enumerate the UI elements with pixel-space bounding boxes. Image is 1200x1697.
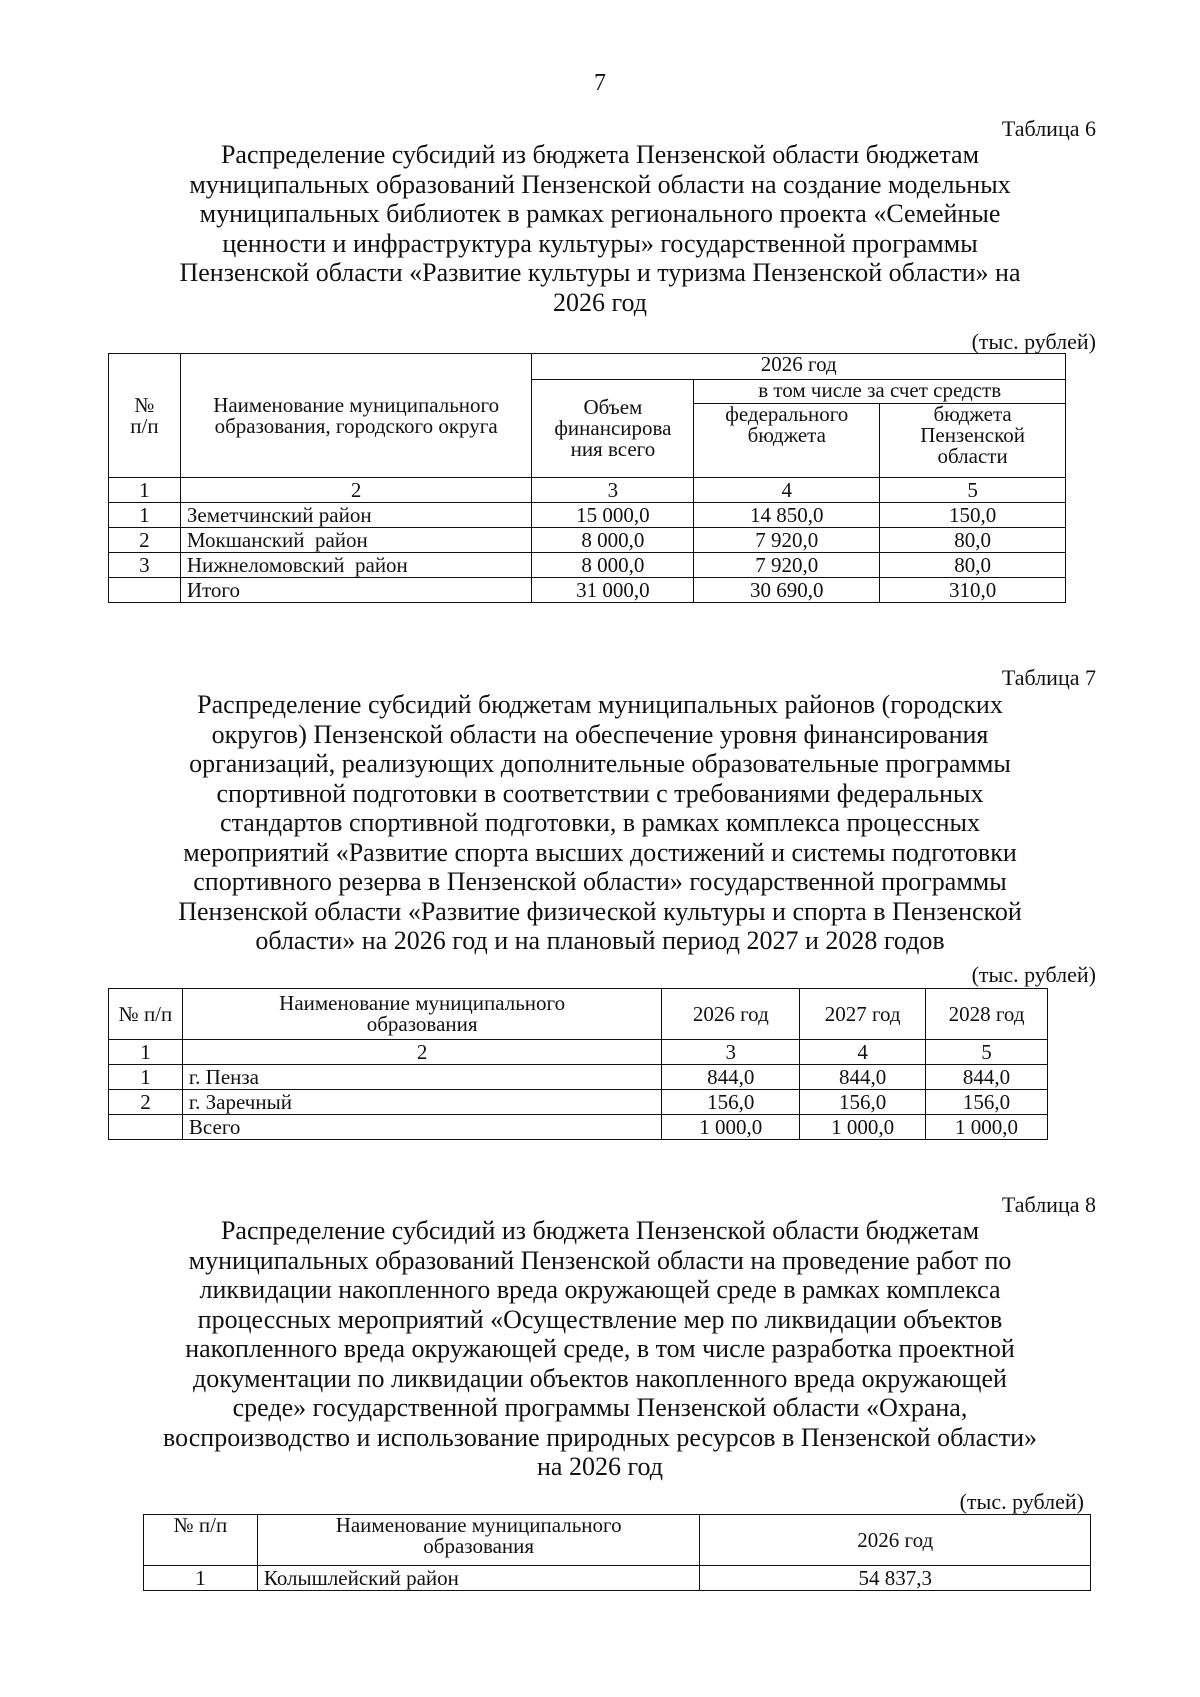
table-row-total (109, 1115, 1048, 1140)
title-line: стандартов спортивной подготовки, в рамках комплекса процессных (220, 808, 980, 837)
title-line: процессных мероприятий «Осуществление мер по ликвидации объектов (197, 1304, 1003, 1334)
cell-name: Колышлейский район (257, 1566, 700, 1591)
header-name: Наименование муниципального образования (182, 989, 661, 1040)
title-line: муниципальных образований Пензенской области на создание модельных (189, 169, 1011, 199)
cell-num: 1 (109, 1065, 183, 1090)
cell-name: г. Пенза (182, 1065, 661, 1090)
cell-name: г. Заречный (182, 1090, 661, 1115)
table-row (109, 1090, 1048, 1115)
col-number: 3 (662, 1040, 800, 1065)
cell-fed: 14 850,0 (694, 503, 880, 528)
cell-name: Земетчинский район (180, 503, 532, 528)
table-row-total (109, 578, 1066, 603)
col-number: 5 (880, 478, 1066, 503)
col-number: 4 (800, 1040, 926, 1065)
cell-num (109, 578, 181, 603)
header-reg: бюджета Пензенской области (880, 404, 1066, 478)
page-number: 7 (594, 70, 606, 96)
cell-2027: 844,0 (800, 1065, 926, 1090)
title-line: накопленного вреда окружающей среде, в том числе разработка проектной (185, 1334, 1015, 1363)
table8-caption: Таблица 8 (1001, 1192, 1096, 1217)
cell-fed: 7 920,0 (694, 553, 880, 578)
cell-total: 15 000,0 (532, 503, 694, 528)
table-row (109, 503, 1066, 528)
table-row (109, 528, 1066, 553)
table7-title (120, 690, 1080, 956)
header-2028: 2028 год (926, 989, 1048, 1040)
title-line: ценности и инфраструктура культуры» государственной программы (222, 228, 978, 258)
cell-2027: 1 000,0 (800, 1115, 926, 1140)
table7-caption: Таблица 7 (1001, 665, 1096, 690)
title-line: спортивной подготовки в соответствии с требованиями федеральных (216, 778, 984, 808)
table-row (144, 1566, 1091, 1591)
table8-unit: (тыс. рублей) (959, 1489, 1084, 1514)
cell-num: 2 (109, 528, 181, 553)
cell-num: 1 (144, 1566, 258, 1591)
title-line: среде» государственной программы Пензенской области «Охрана, (232, 1393, 968, 1422)
title-line: области» на 2026 год и на плановый период 2027 и 2028 годов (255, 926, 945, 955)
title-line: Распределение субсидий бюджетам муниципальных районов (городских (197, 690, 1003, 719)
cell-reg: 80,0 (880, 528, 1066, 553)
title-line: организаций, реализующих дополнительные образовательные программы (189, 749, 1011, 778)
cell-num: 2 (109, 1090, 183, 1115)
title-line: ликвидации накопленного вреда окружающей среде в рамках комплекса (199, 1275, 1001, 1304)
table6-caption: Таблица 6 (1001, 116, 1096, 141)
cell-reg: 310,0 (880, 578, 1066, 603)
cell-2026: 844,0 (662, 1065, 800, 1090)
cell-name: Нижнеломовский район (180, 553, 532, 578)
title-line: спортивного резерва в Пензенской области» государственной программы (193, 867, 1007, 896)
cell-total: 8 000,0 (532, 553, 694, 578)
title-line: Пензенской области «Развитие физической культуры и спорта в Пензенской (178, 896, 1022, 926)
title-line: Пензенской области «Развитие культуры и туризма Пензенской области» на (179, 258, 1021, 287)
cell-num: 3 (109, 553, 181, 578)
title-line: округов) Пензенской области на обеспечение уровня финансирования (211, 719, 989, 749)
table6-title (120, 140, 1080, 317)
cell-2026: 1 000,0 (662, 1115, 800, 1140)
cell-name: Всего (182, 1115, 661, 1140)
header-total: Объем финансирова ния всего (532, 380, 694, 478)
title-line: Распределение субсидий из бюджета Пензенской области бюджетам (220, 140, 980, 169)
cell-2027: 156,0 (800, 1090, 926, 1115)
header-2026: 2026 год (700, 1515, 1091, 1566)
col-number-row (109, 478, 1066, 503)
table8-title (120, 1216, 1080, 1482)
col-number: 2 (182, 1040, 661, 1065)
cell-2028: 1 000,0 (926, 1115, 1048, 1140)
cell-2026: 54 837,3 (700, 1566, 1091, 1591)
table-row (109, 1065, 1048, 1090)
cell-reg: 80,0 (880, 553, 1066, 578)
header-name: Наименование муниципального образования (257, 1515, 700, 1566)
title-line: на 2026 год (537, 1452, 663, 1481)
table-row (109, 553, 1066, 578)
title-line: воспроизводство и использование природных ресурсов в Пензенской области» (163, 1422, 1037, 1452)
title-line: муниципальных образований Пензенской области на проведение работ по (188, 1245, 1012, 1275)
col-number: 5 (926, 1040, 1048, 1065)
title-line: муниципальных библиотек в рамках регионального проекта «Семейные (199, 199, 1001, 228)
cell-name: Мокшанский район (180, 528, 532, 553)
header-num: № п/п (109, 989, 183, 1040)
title-line: мероприятий «Развитие спорта высших достижений и системы подготовки (183, 837, 1017, 867)
title-line: Распределение субсидий из бюджета Пензенской области бюджетам (220, 1216, 980, 1245)
col-number: 3 (532, 478, 694, 503)
title-line: документации по ликвидации объектов накопленного вреда окружающей (193, 1363, 1007, 1393)
cell-total: 8 000,0 (532, 528, 694, 553)
header-num: № п/п (144, 1515, 258, 1566)
title-line: 2026 год (553, 287, 647, 317)
col-number: 2 (180, 478, 532, 503)
table8 (143, 1514, 1091, 1591)
table7 (108, 988, 1048, 1140)
cell-fed: 7 920,0 (694, 528, 880, 553)
cell-2028: 156,0 (926, 1090, 1048, 1115)
table6 (108, 353, 1066, 603)
table7-unit: (тыс. рублей) (971, 962, 1096, 987)
col-number-row (109, 1040, 1048, 1065)
cell-name: Итого (180, 578, 532, 603)
cell-2026: 156,0 (662, 1090, 800, 1115)
header-year: 2026 год (532, 354, 1066, 380)
header-incl: в том числе за счет средств (694, 380, 1066, 404)
header-2027: 2027 год (800, 989, 926, 1040)
cell-total: 31 000,0 (532, 578, 694, 603)
col-number: 1 (109, 1040, 183, 1065)
header-name: Наименование муниципального образования, городского округа (180, 354, 532, 478)
cell-2028: 844,0 (926, 1065, 1048, 1090)
cell-reg: 150,0 (880, 503, 1066, 528)
header-2026: 2026 год (662, 989, 800, 1040)
cell-num: 1 (109, 503, 181, 528)
col-number: 1 (109, 478, 181, 503)
cell-num (109, 1115, 183, 1140)
table6-unit: (тыс. рублей) (971, 329, 1096, 354)
col-number: 4 (694, 478, 880, 503)
cell-fed: 30 690,0 (694, 578, 880, 603)
header-num: № п/п (109, 354, 181, 478)
header-fed: федерального бюджета (694, 404, 880, 478)
